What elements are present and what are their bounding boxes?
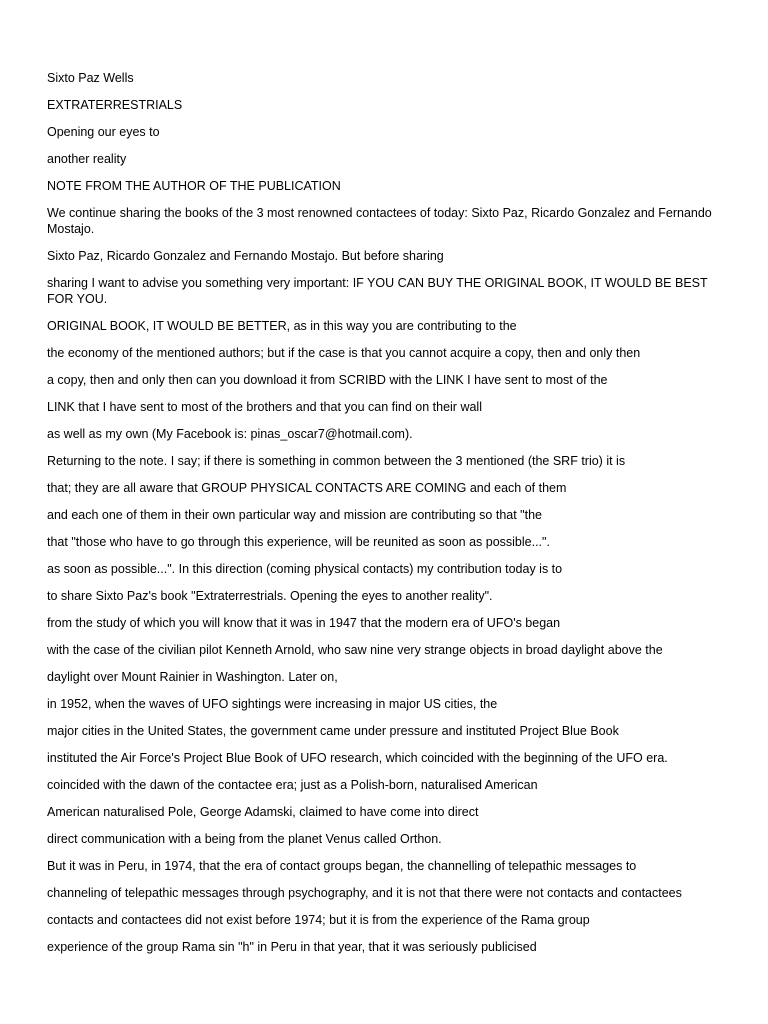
paragraph: major cities in the United States, the government came under pressure and instituted Project Blue Book xyxy=(47,724,619,738)
paragraph: But it was in Peru, in 1974, that the era of contact groups began, the channelling of telepathic messages to xyxy=(47,859,637,873)
paragraph: that "those who have to go through this experience, will be reunited as soon as possible...". xyxy=(47,535,550,549)
paragraph: coincided with the dawn of the contactee era; just as a Polish-born, naturalised American xyxy=(47,778,538,792)
paragraph: We continue sharing the books of the 3 most renowned contactees of today: Sixto Paz, Ricardo Gonzalez and Fernando Mostajo. xyxy=(47,206,712,236)
paragraph: in 1952, when the waves of UFO sightings were increasing in major US cities, the xyxy=(47,697,498,711)
document-body xyxy=(47,70,727,966)
paragraph: experience of the group Rama sin "h" in Peru in that year, that it was seriously publicised xyxy=(47,940,537,954)
paragraph: American naturalised Pole, George Adamski, claimed to have come into direct xyxy=(47,805,479,819)
paragraph: channeling of telepathic messages through psychography, and it is not that there were not contacts and contactees xyxy=(47,886,682,900)
note-heading: NOTE FROM THE AUTHOR OF THE PUBLICATION xyxy=(47,179,341,193)
paragraph: that; they are all aware that GROUP PHYSICAL CONTACTS ARE COMING and each of them xyxy=(47,481,567,495)
paragraph: Returning to the note. I say; if there is something in common between the 3 mentioned (the SRF trio) it is xyxy=(47,454,626,468)
paragraph: instituted the Air Force's Project Blue Book of UFO research, which coincided with the beginning of the UFO era. xyxy=(47,751,668,765)
paragraph: and each one of them in their own particular way and mission are contributing so that "the xyxy=(47,508,542,522)
paragraph: contacts and contactees did not exist before 1974; but it is from the experience of the Rama group xyxy=(47,913,590,927)
paragraph: LINK that I have sent to most of the brothers and that you can find on their wall xyxy=(47,400,482,414)
paragraph: a copy, then and only then can you download it from SCRIBD with the LINK I have sent to most of the xyxy=(47,373,608,387)
subtitle-line-1: Opening our eyes to xyxy=(47,125,160,139)
paragraph: Sixto Paz, Ricardo Gonzalez and Fernando Mostajo. But before sharing xyxy=(47,249,444,263)
paragraph: from the study of which you will know that it was in 1947 that the modern era of UFO's began xyxy=(47,616,561,630)
author-name: Sixto Paz Wells xyxy=(47,71,134,85)
paragraph: to share Sixto Paz's book "Extraterrestrials. Opening the eyes to another reality". xyxy=(47,589,493,603)
book-title: EXTRATERRESTRIALS xyxy=(47,98,183,112)
paragraph: direct communication with a being from the planet Venus called Orthon. xyxy=(47,832,442,846)
paragraph: ORIGINAL BOOK, IT WOULD BE BETTER, as in this way you are contributing to the xyxy=(47,319,517,333)
paragraph: as soon as possible...". In this direction (coming physical contacts) my contribution today is to xyxy=(47,562,563,576)
paragraph: daylight over Mount Rainier in Washington. Later on, xyxy=(47,670,338,684)
paragraph: with the case of the civilian pilot Kenneth Arnold, who saw nine very strange objects in broad daylight above the xyxy=(47,643,663,657)
subtitle-line-2: another reality xyxy=(47,152,127,166)
paragraph: the economy of the mentioned authors; but if the case is that you cannot acquire a copy, then and only then xyxy=(47,346,641,360)
paragraph: as well as my own (My Facebook is: pinas_oscar7@hotmail.com). xyxy=(47,427,413,441)
paragraph: sharing I want to advise you something very important: IF YOU CAN BUY THE ORIGINAL BOOK, IT WOULD BE BEST FOR YOU. xyxy=(47,276,708,306)
